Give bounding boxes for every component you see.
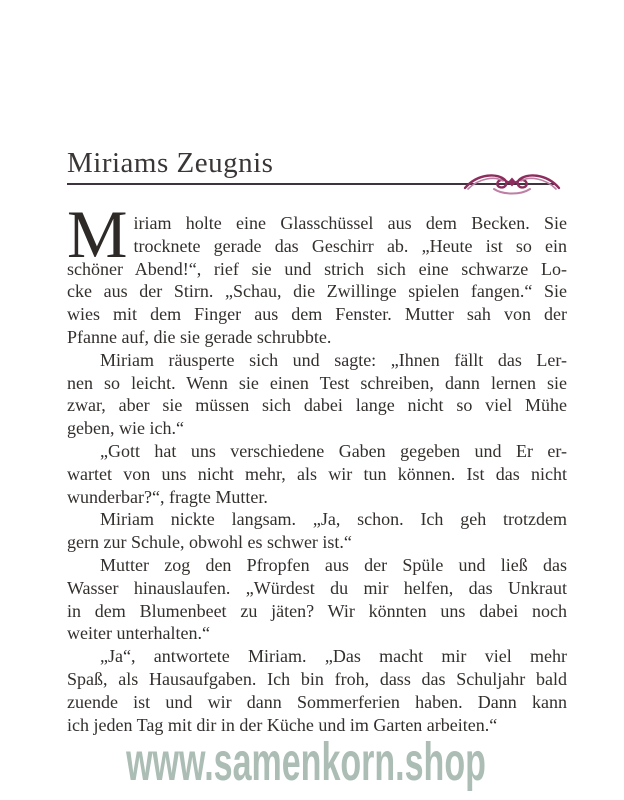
- story-text: [67, 196, 567, 736]
- text-line: wartet von uns nicht mehr, als wir tun können. Ist das nicht: [67, 463, 567, 484]
- paragraph: [67, 349, 567, 440]
- watermark-text: www.samenkorn.shop: [126, 732, 486, 792]
- text-line: iriam holte eine Glasschüssel aus dem Becken. Sie: [133, 213, 567, 233]
- text-line: ich jeden Tag mit dir in der Küche und im Garten arbeiten.“: [67, 714, 498, 735]
- text-line: „Gott hat uns verschiedene Gaben gegeben und Er er-: [100, 440, 567, 461]
- paragraph: [67, 440, 567, 508]
- text-line: wies mit dem Finger aus dem Fenster. Mutter sah von der: [67, 304, 567, 325]
- text-line: Miriam nickte langsam. „Ja, schon. Ich geh trotzdem: [100, 509, 567, 530]
- paragraph: [67, 645, 567, 736]
- text-line: gern zur Schule, obwohl es schwer ist.“: [67, 532, 352, 553]
- text-line: wunderbar?“, fragte Mutter.: [67, 486, 268, 507]
- ornament-flourish-icon: [462, 167, 562, 199]
- text-line: weiter unterhalten.“: [67, 623, 210, 644]
- text-line: Mutter zog den Pfropfen aus der Spüle und ließ das: [100, 554, 567, 575]
- text-line: trocknete gerade das Geschirr ab. „Heute ist so ein: [133, 235, 567, 256]
- text-line: geben, wie ich.“: [67, 418, 184, 439]
- paragraph: [67, 508, 567, 554]
- paragraph: [67, 196, 567, 349]
- text-line: Pfanne auf, die sie gerade schrubbte.: [67, 326, 332, 347]
- drop-cap: M: [67, 196, 128, 272]
- text-line: schöner Abend!“, rief sie und strich sich eine schwarze Lo-: [67, 258, 567, 279]
- text-line: zwar, aber sie müssen sich dabei lange nicht so viel Mühe: [67, 395, 567, 416]
- text-line: in dem Blumenbeet zu jäten? Wir könnten uns dabei noch: [67, 600, 567, 621]
- text-line: Miriam räusperte sich und sagte: „Ihnen fällt das Ler-: [100, 349, 567, 370]
- text-line: „Ja“, antwortete Miriam. „Das macht mir viel mehr: [100, 646, 567, 667]
- chapter-title: Miriams Zeugnis: [67, 147, 274, 179]
- text-line: cke aus der Stirn. „Schau, die Zwillinge spielen fangen.“ Sie: [67, 281, 567, 302]
- text-line: nen so leicht. Wenn sie einen Test schreiben, dann lernen sie: [67, 372, 567, 393]
- paragraph: [67, 554, 567, 645]
- text-line: Wasser hinauslaufen. „Würdest du mir helfen, das Unkraut: [67, 577, 567, 598]
- text-line: Spaß, als Hausaufgaben. Ich bin froh, dass das Schuljahr bald: [67, 668, 567, 689]
- text-line: zuende ist und wir dann Sommerferien haben. Dann kann: [67, 691, 567, 712]
